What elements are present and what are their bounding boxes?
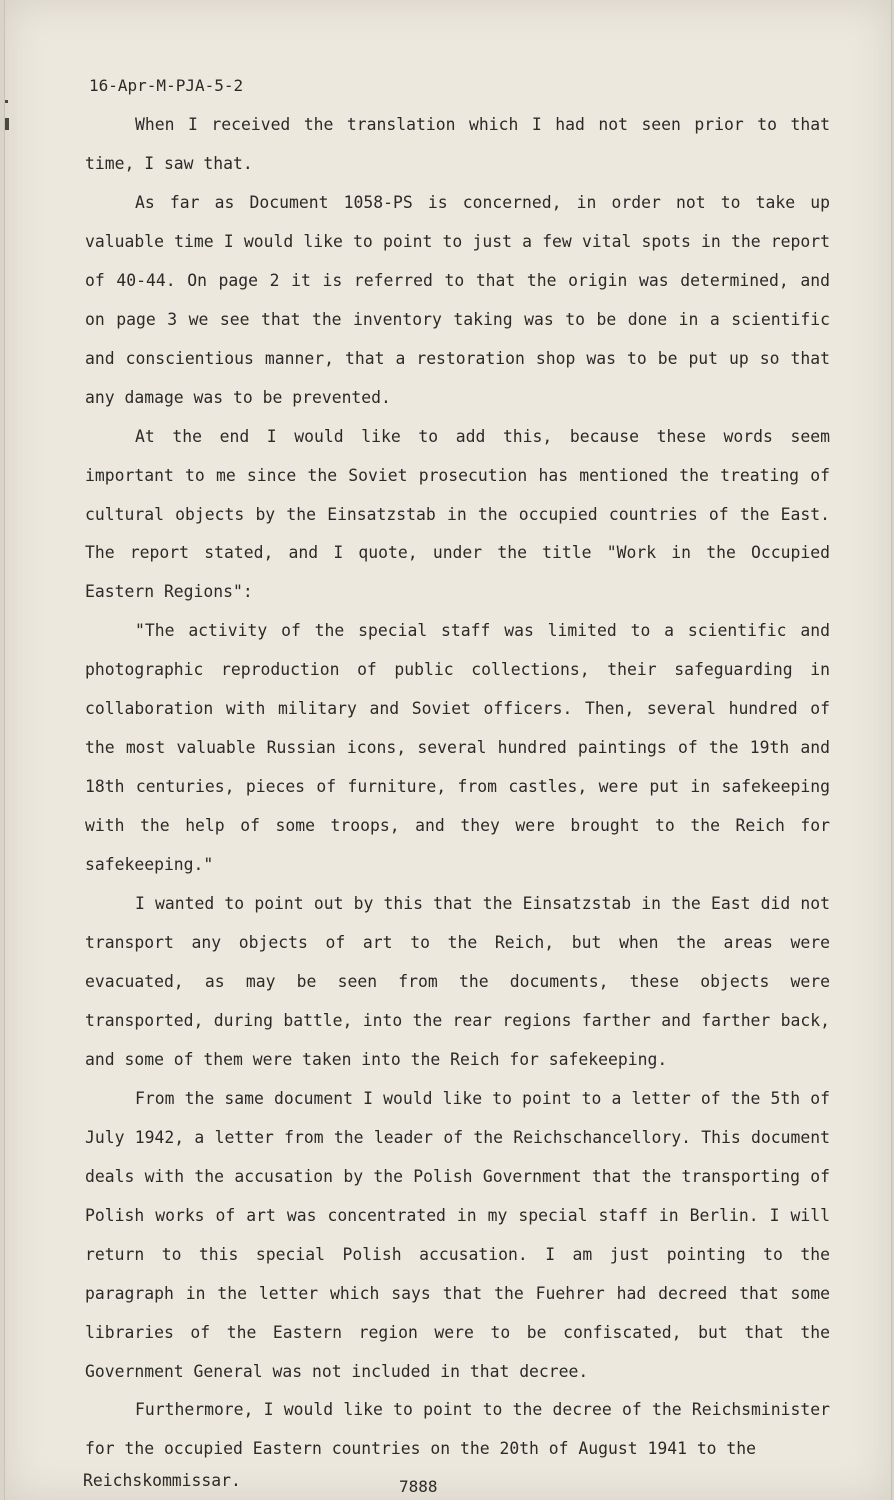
page-edge-mark xyxy=(5,100,8,103)
paragraph: As far as Document 1058-PS is concerned, in order not to take up valuable time I would like to point to just a few vital spots in the report of 40-44. On page 2 it is referred to that the origin was determined, and on page 3 we see that the inventory taking was to be done in a scientific and conscientious manner, that a restoration shop was to be put up so that any damage was to be prevented. xyxy=(85,192,830,407)
document-reference-id: 16-Apr-M-PJA-5-2 xyxy=(89,76,244,95)
paragraph: When I received the translation which I had not seen prior to that time, I saw that. xyxy=(85,115,830,173)
paragraph: Furthermore, I would like to point to the decree of the Reichsminister for the occupied Eastern countries on the 20th of August 1941 to the xyxy=(85,1400,830,1459)
page-edge-mark xyxy=(5,118,9,130)
document-page xyxy=(4,0,892,1500)
closing-line: Reichskommissar. xyxy=(83,1471,241,1490)
paragraph: At the end I would like to add this, because these words seem important to me since the Soviet prosecution has mentioned the treating of cultural objects by the Einsatzstab in the occupied countries of the East. The report stated, and I quote, under the title "Work in the Occupied Eastern Regions": xyxy=(85,426,830,602)
paragraph: From the same document I would like to point to a letter of the 5th of July 1942, a letter from the leader of the Reichschancellory. This document deals with the accusation by the Polish Government that the transporting of Polish works of art was concentrated in my special staff in Berlin. I will return to this special Polish accusation. I am just pointing to the paragraph in the letter which says that the Fuehrer had decreed that some libraries of the Eastern region were to be confiscated, but that the Government General was not included in that decree. xyxy=(85,1088,830,1381)
quoted-paragraph: "The activity of the special staff was limited to a scientific and photographic reproduction of public collections, their safeguarding in collaboration with military and Soviet officers. Then, several hundred of the most valuable Russian icons, several hundred paintings of the 19th and 18th centuries, pieces of furniture, from castles, were put in safekeeping with the help of some troops, and they were brought to the Reich for safekeeping." xyxy=(85,621,830,875)
paragraph: I wanted to point out by this that the Einsatzstab in the East did not transport any objects of art to the Reich, but when the areas were evacuated, as may be seen from the documents, these objects were transported, during battle, into the rear regions farther and farther back, and some of them were taken into the Reich for safekeeping. xyxy=(85,894,830,1069)
page-number: 7888 xyxy=(399,1477,438,1496)
document-body xyxy=(85,106,830,1469)
